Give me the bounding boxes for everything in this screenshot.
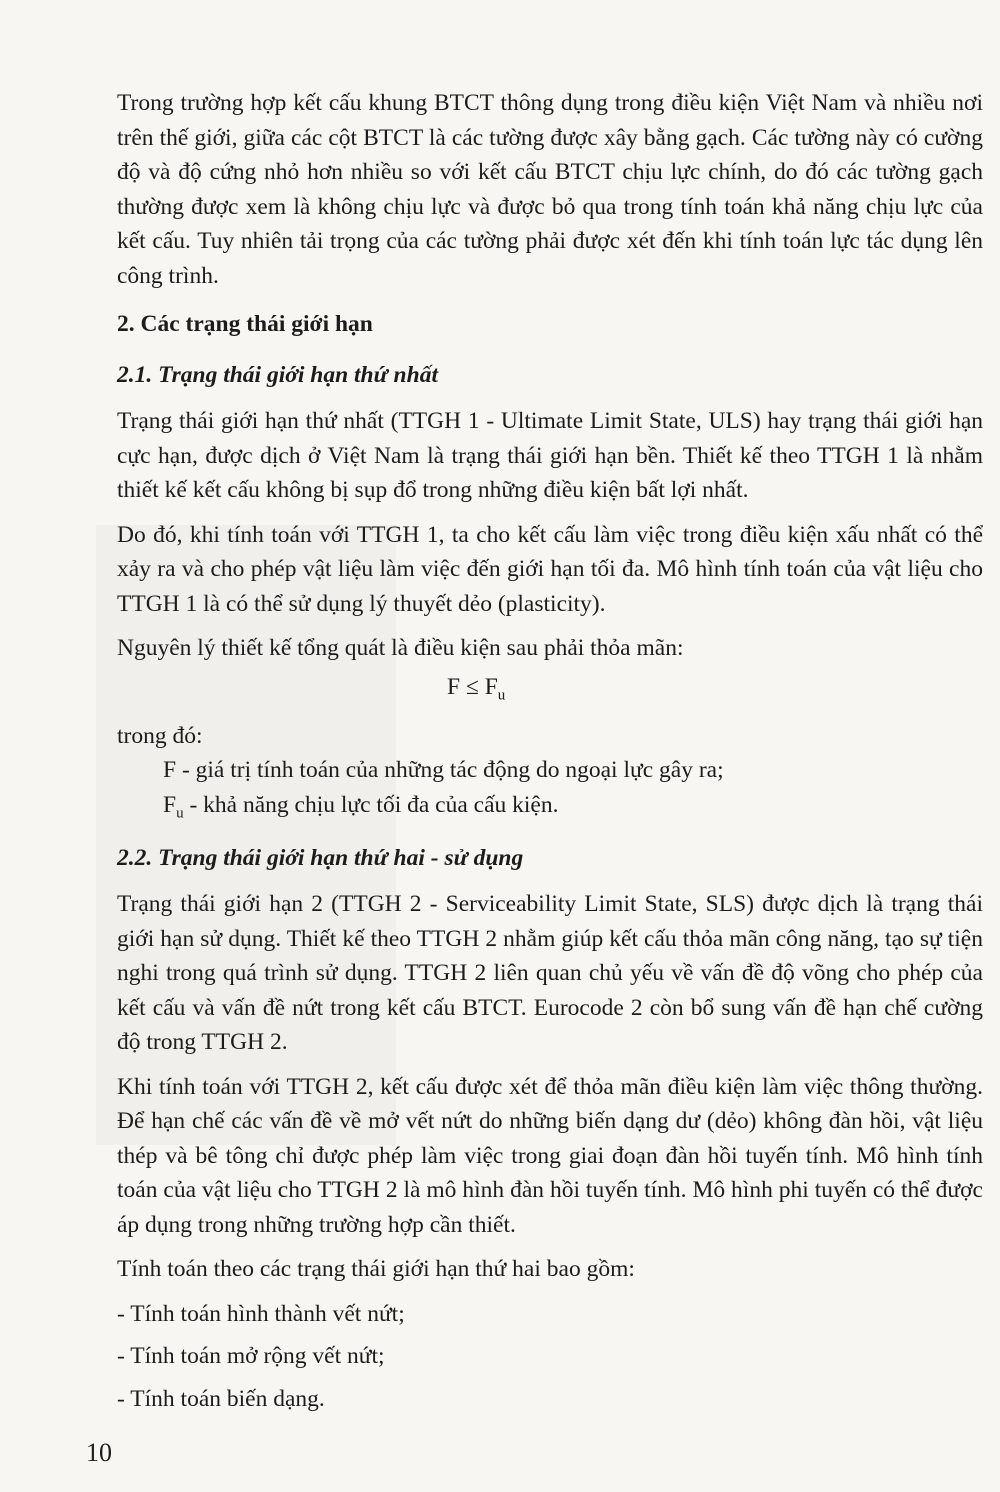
page-number: 10 [86, 1438, 112, 1467]
definition-fu-text: - khả năng chịu lực tối đa của cấu kiện. [183, 791, 559, 818]
section-2-2-heading: 2.2. Trạng thái giới hạn thứ hai - sử dụng [117, 844, 524, 871]
formula-subscript: u [497, 687, 506, 704]
design-formula [117, 670, 983, 713]
formula-main: F ≤ F [447, 673, 498, 700]
calculation-list [117, 1297, 983, 1417]
definition-fu-symbol: F [163, 791, 177, 818]
definition-f: F - giá trị tính toán của những tác động do ngoại lực gây ra; [163, 757, 724, 784]
definitions-list [117, 753, 983, 831]
section-2-2-paragraph-1: Trạng thái giới hạn 2 (TTGH 2 - Serviceability Limit State, SLS) được dịch là trạng thái giới hạn sử dụng. Thiết kế theo TTGH 2 nhằm giúp kết cấu thỏa mãn công năng, tạo sự tiện nghi trong quá trình sử dụng. TTGH 2 liên quan chủ yếu về vấn đề độ võng cho phép của kết cấu và vấn đề nứt trong kết cấu BTCT. Eurocode 2 còn bổ sung vấn đề hạn chế cường độ trong TTGH 2. [117, 891, 983, 1056]
list-item: - Tính toán mở rộng vết nứt; [117, 1343, 385, 1370]
page-content [117, 86, 983, 1424]
section-2-1-paragraph-2: Do đó, khi tính toán với TTGH 1, ta cho kết cấu làm việc trong điều kiện xấu nhất có thể xảy ra và cho phép vật liệu làm việc đến giới hạn tối đa. Mô hình tính toán của vật liệu cho TTGH 1 là có thể sử dụng lý thuyết dẻo (plasticity). [117, 521, 983, 617]
definition-fu-subscript: u [176, 805, 184, 822]
list-item: - Tính toán hình thành vết nứt; [117, 1300, 405, 1327]
definition-fu [117, 788, 983, 831]
section-2-1-paragraph-3: Nguyên lý thiết kế tổng quát là điều kiện sau phải thỏa mãn: [117, 635, 684, 661]
section-2-2-paragraph-2: Khi tính toán với TTGH 2, kết cấu được xét để thỏa mãn điều kiện làm việc thông thường. Để hạn chế các vấn đề về mở vết nứt do những biến dạng dư (dẻo) không đàn hồi, vật liệu thép và bê tông chỉ được phép làm việc trong giai đoạn đàn hồi tuyến tính. Mô hình tính toán của vật liệu cho TTGH 2 là mô hình đàn hồi tuyến tính. Mô hình phi tuyến có thể được áp dụng trong những trường hợp cần thiết. [117, 1073, 983, 1238]
section-2-1-paragraph-1: Trạng thái giới hạn thứ nhất (TTGH 1 - Ultimate Limit State, ULS) hay trạng thái giới hạn cực hạn, được dịch ở Việt Nam là trạng thái giới hạn bền. Thiết kế theo TTGH 1 là nhằm thiết kế kết cấu không bị sụp đổ trong những điều kiện bất lợi nhất. [117, 408, 983, 503]
intro-paragraph: Trong trường hợp kết cấu khung BTCT thông dụng trong điều kiện Việt Nam và nhiều nơi trên thế giới, giữa các cột BTCT là các tường được xây bằng gạch. Các tường này có cường độ và độ cứng nhỏ hơn nhiều so với kết cấu BTCT chịu lực chính, do đó các tường gạch thường được xem là không chịu lực và được bỏ qua trong tính toán khả năng chịu lực của kết cấu. Tuy nhiên tải trọng của các tường phải được xét đến khi tính toán lực tác dụng lên công trình. [117, 90, 983, 289]
where-label: trong đó: [117, 722, 203, 749]
section-2-1-heading: 2.1. Trạng thái giới hạn thứ nhất [117, 361, 438, 388]
list-item: - Tính toán biến dạng. [117, 1385, 325, 1412]
section-2-heading: 2. Các trạng thái giới hạn [117, 311, 373, 337]
section-2-2-paragraph-3: Tính toán theo các trạng thái giới hạn thứ hai bao gồm: [117, 1256, 635, 1283]
